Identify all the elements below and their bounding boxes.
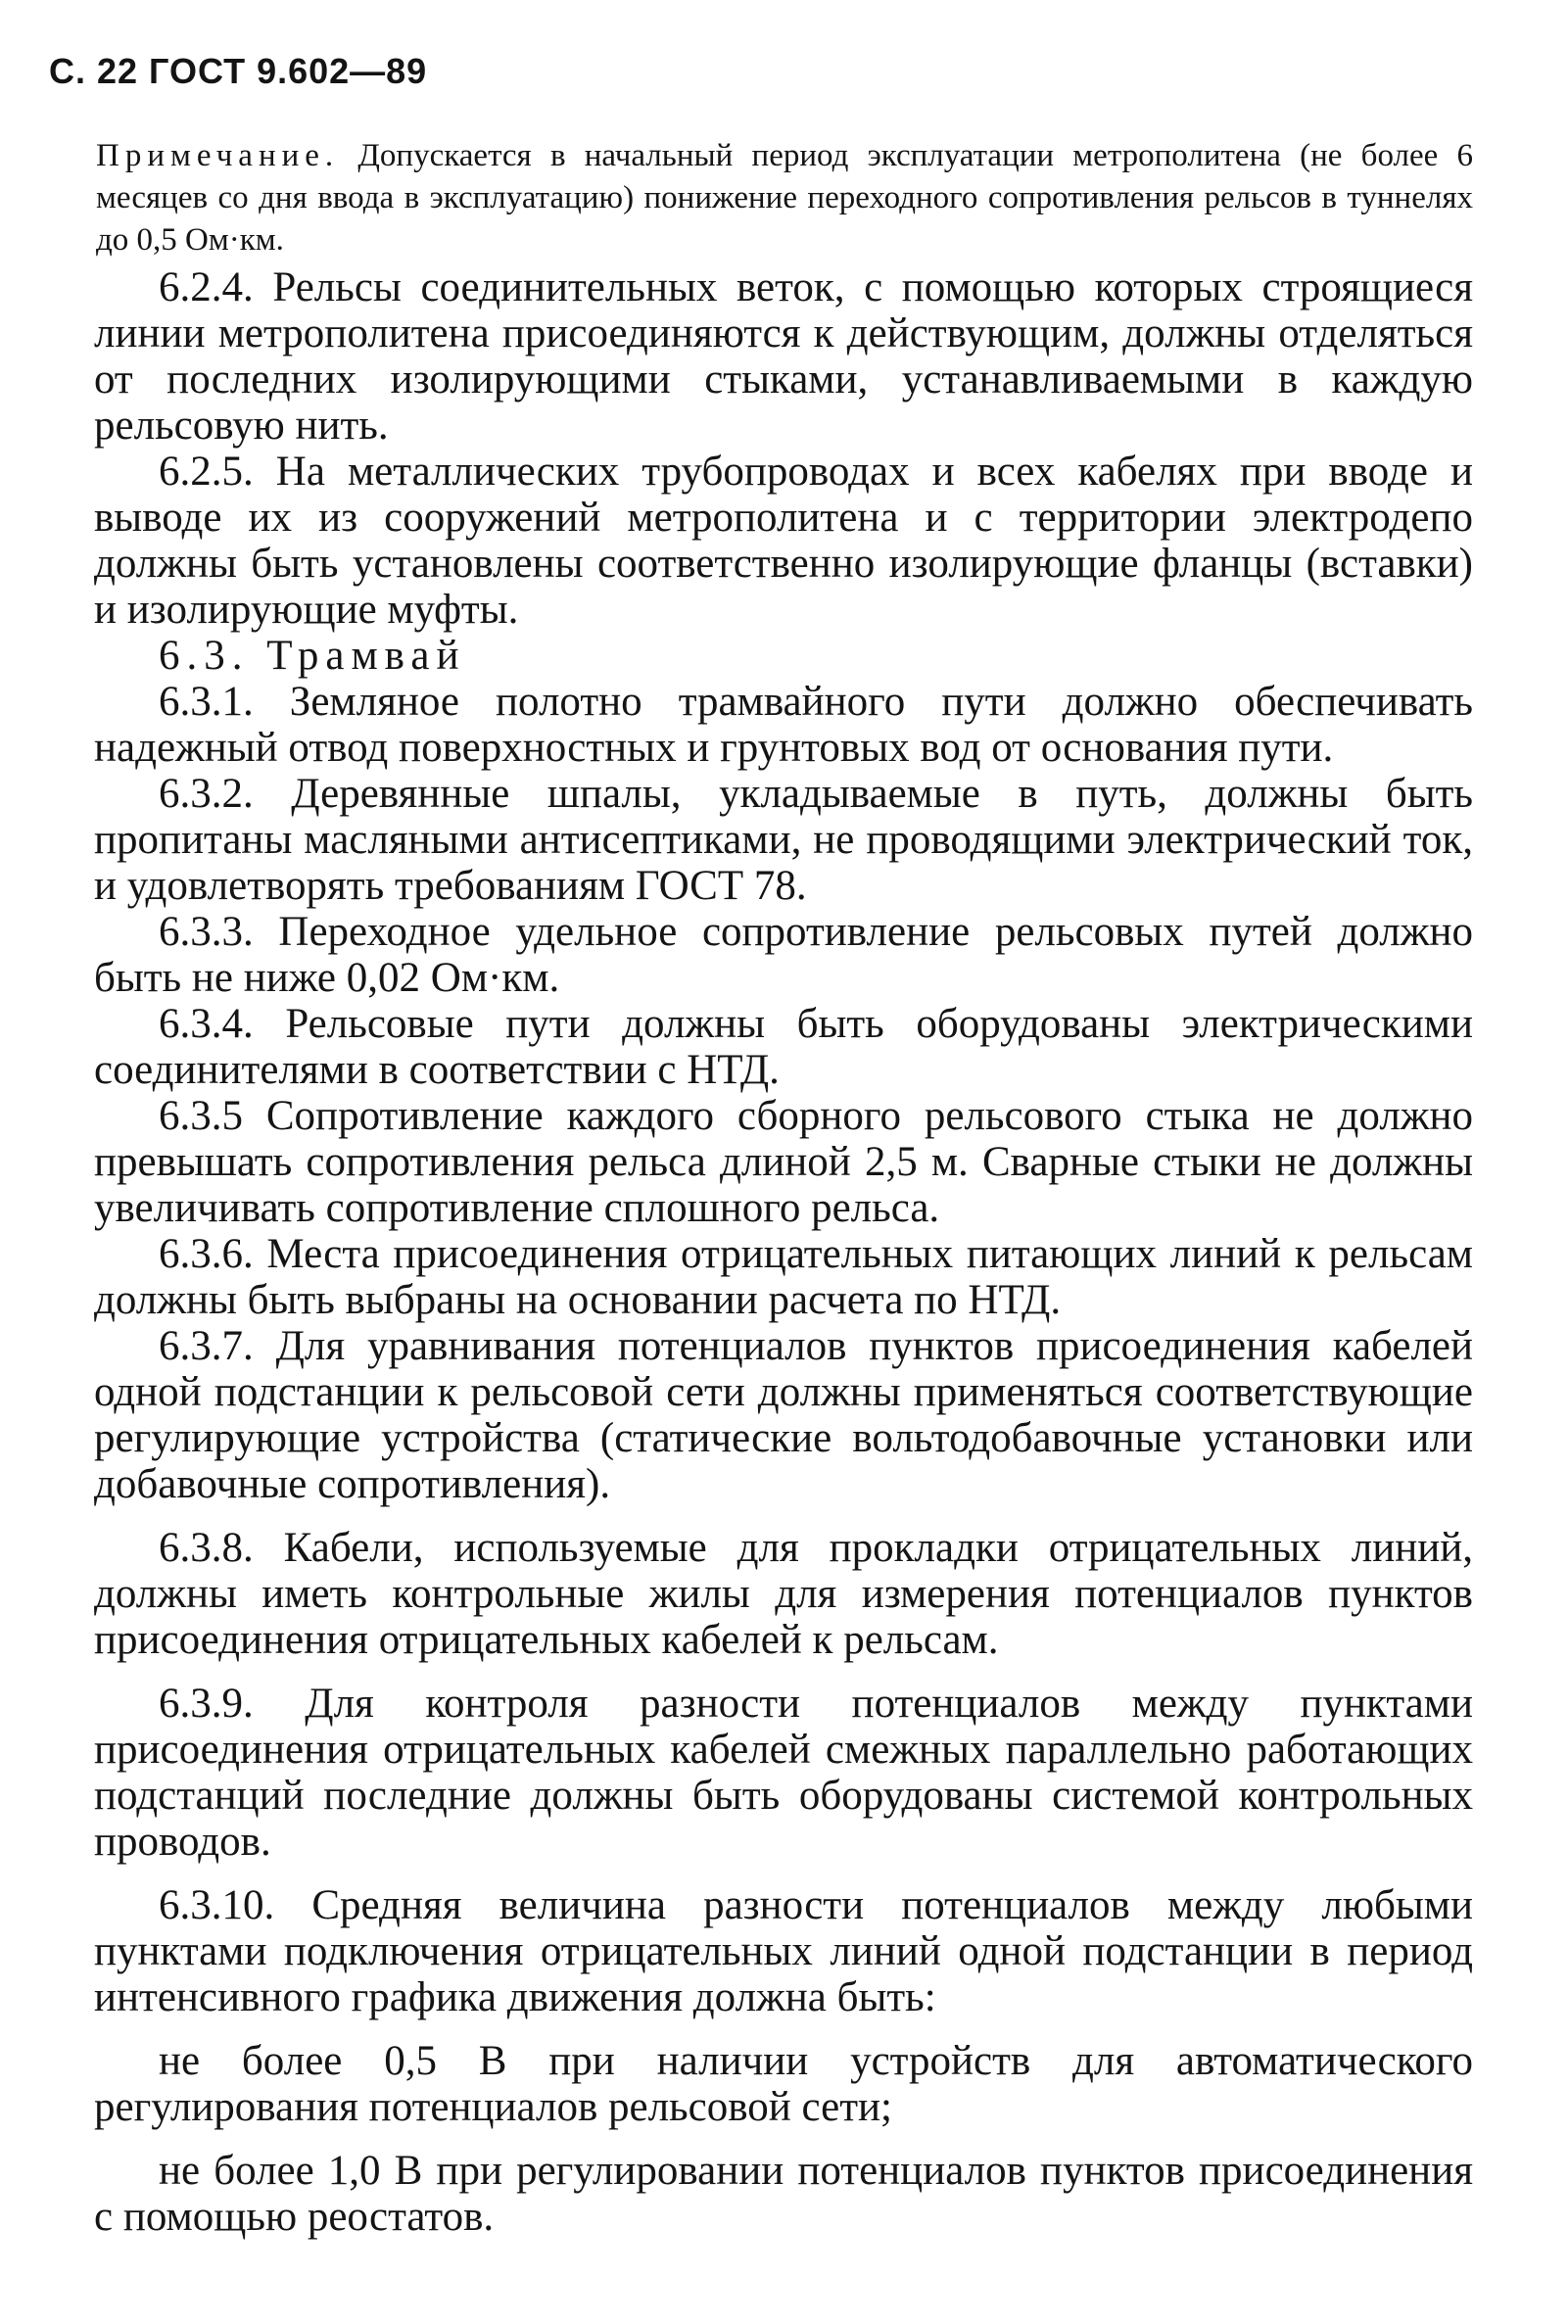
paragraph-limit-0-5v: не более 0,5 В при наличии устройств для автоматического регулирования потенциалов рельсовой сети; bbox=[94, 2038, 1473, 2130]
paragraph-6-3-1: 6.3.1. Земляное полотно трамвайного пути должно обеспечивать надежный отвод поверхностных и грунтовых вод от основания пути. bbox=[94, 679, 1473, 771]
paragraph-6-2-4: 6.2.4. Рельсы соединительных веток, с помощью которых строящиеся линии метрополитена присоединяются к действующим, должны отделяться от последних изолирующими стыками, устанавливаемыми в каждую рельсовую нить. bbox=[94, 264, 1473, 449]
paragraph-6-3-6: 6.3.6. Места присоединения отрицательных питающих линий к рельсам должны быть выбраны на основании расчета по НТД. bbox=[94, 1231, 1473, 1323]
note-block bbox=[96, 135, 1473, 261]
paragraph-6-3-10: 6.3.10. Средняя величина разности потенциалов между любыми пунктами подключения отрицательных линий одной подстанции в период интенсивного графика движения должна быть: bbox=[94, 1882, 1473, 2020]
paragraph-6-2-5: 6.2.5. На металлических трубопроводах и всех кабелях при вводе и выводе их из сооружений метрополитена и с территории электродепо должны быть установлены соответственно изолирующие фланцы (вставки) и изолирующие муфты. bbox=[94, 449, 1473, 633]
paragraph-6-3-8: 6.3.8. Кабели, используемые для прокладки отрицательных линий, должны иметь контрольные жилы для измерения потенциалов пунктов присоединения отрицательных кабелей к рельсам. bbox=[94, 1525, 1473, 1663]
paragraph-6-3-7: 6.3.7. Для уравнивания потенциалов пунктов присоединения кабелей одной подстанции к рельсовой сети должны применяться соответствующие регулирующие устройства (статические вольтодобавочные установки или добавочные сопротивления). bbox=[94, 1323, 1473, 1507]
note-text: Допускается в начальный период эксплуатации метрополитена (не более 6 месяцев со дня ввода в эксплуатацию) понижение переходного сопротивления рельсов в туннелях до 0,5 Ом·км. bbox=[96, 138, 1474, 258]
section-heading-tram: 6.3. Трамвай bbox=[159, 633, 466, 679]
paragraph-limit-1-0v: не более 1,0 В при регулировании потенциалов пунктов присоединения с помощью реостатов. bbox=[94, 2148, 1473, 2240]
note-label: Примечание. bbox=[96, 138, 340, 173]
document-body bbox=[94, 264, 1473, 2240]
paragraph-6-3-4: 6.3.4. Рельсовые пути должны быть оборудованы электрическими соединителями в соответствии с НТД. bbox=[94, 1001, 1473, 1093]
paragraph-6-3-5: 6.3.5 Сопротивление каждого сборного рельсового стыка не должно превышать сопротивления рельса длиной 2,5 м. Сварные стыки не должны увеличивать сопротивление сплошного рельса. bbox=[94, 1093, 1473, 1231]
paragraph-6-3-2: 6.3.2. Деревянные шпалы, укладываемые в путь, должны быть пропитаны масляными антисептиками, не проводящими электрический ток, и удовлетворять требованиям ГОСТ 78. bbox=[94, 771, 1473, 909]
paragraph-6-3-3: 6.3.3. Переходное удельное сопротивление рельсовых путей должно быть не ниже 0,02 Ом·км. bbox=[94, 909, 1473, 1001]
paragraph-6-3-9: 6.3.9. Для контроля разности потенциалов между пунктами присоединения отрицательных кабелей смежных параллельно работающих подстанций последние должны быть оборудованы системой контрольных проводов. bbox=[94, 1681, 1473, 1865]
page-header: С. 22 ГОСТ 9.602—89 bbox=[49, 51, 428, 91]
